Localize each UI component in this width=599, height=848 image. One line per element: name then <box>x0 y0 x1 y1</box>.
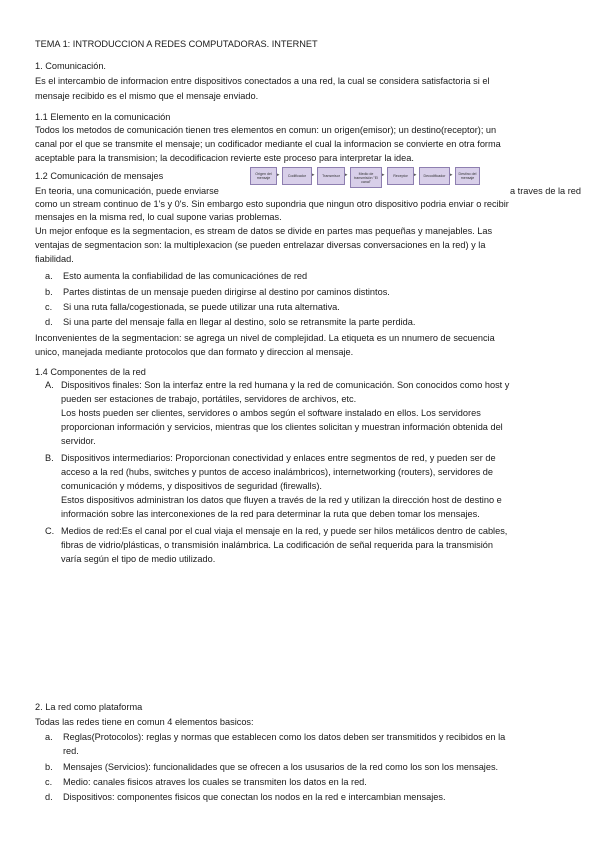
flow-box-destino: Destino del mensaje <box>455 167 480 185</box>
flow-box-codificador: Codificador <box>282 167 312 185</box>
section-1-4-heading: 1.4 Componentes de la red <box>35 367 146 377</box>
arrow-right-icon: ▸ <box>312 172 315 178</box>
paragraph-line: unico, manejada mediante protocolos que dan formato y direccion al mensaje. <box>35 347 354 357</box>
list-item-line: acceso a la red (hubs, switches y puntos de acceso inalámbricos), internetworking (routers), servidores de <box>61 467 494 477</box>
list-item-line: comunicación y módems, y dispositivos de seguridad (firewalls). <box>61 481 322 491</box>
paragraph-line: ventajas de segmentacion son: la multiplexacion (se pueden entrelazar diversas conversaciones en la red) y la <box>35 240 486 250</box>
paragraph-line: aceptable para la transmision; la decodificacion revierte este proceso para interpretar la idea. <box>35 153 414 163</box>
paragraph-line: Todas las redes tiene en comun 4 elementos basicos: <box>35 717 254 727</box>
paragraph-line: fiabilidad. <box>35 254 74 264</box>
arrow-right-icon: ▸ <box>345 172 348 178</box>
section-1-1-heading: 1.1 Elemento en la comunicación <box>35 112 171 122</box>
list-item-line: Los hosts pueden ser clientes, servidores o ambos según el software instalado en ellos. Los servidores <box>61 408 481 418</box>
flow-box-receptor: Receptor <box>387 167 414 185</box>
list-item-line: Dispositivos finales: Son la interfaz entre la red humana y la red de comunicación. Son conocidos como host y <box>61 380 510 390</box>
flow-box-medio: Medio de transmisión "El canal" <box>350 167 382 188</box>
paragraph-line: Todos los metodos de comunicación tienen tres elementos en comun: un origen(emisor); un destino(receptor); un <box>35 125 497 135</box>
list-item-line: proporcionan información y servicios, mientras que los clientes solicitan y muestran información obtenida del <box>61 422 503 432</box>
arrow-right-icon: ▸ <box>414 172 417 178</box>
list-marker: b. <box>45 762 53 772</box>
section-2-heading: 2. La red como plataforma <box>35 702 143 712</box>
list-item: Si una parte del mensaje falla en llegar al destino, solo se retransmite la parte perdida. <box>63 317 416 327</box>
paragraph-line: canal por el que se transmite el mensaje; un codificador mediante el cual la informacion se convierte en otra forma <box>35 139 501 149</box>
list-marker: A. <box>45 380 54 390</box>
paragraph-line: como un stream continuo de 1's y 0's. Sin embargo esto supondria que ningun otro dispositivo podria enviar o recibir <box>35 199 509 209</box>
list-item: Dispositivos: componentes fisicos que conectan los nodos en la red e intercambian mensajes. <box>63 792 446 802</box>
paragraph-line: Un mejor enfoque es la segmentacion, es stream de datos se divide en partes mas pequeñas y manejables. Las <box>35 226 493 236</box>
flow-box-decodificador: Decodificador <box>419 167 450 185</box>
list-marker: c. <box>45 302 53 312</box>
paragraph-line: Inconvenientes de la segmentacion: se agrega un nivel de complejidad. La etiqueta es un nnumero de secuencia <box>35 333 495 343</box>
list-item-line: varía según el tipo de medio utilizado. <box>61 554 216 564</box>
section-1-2-heading: 1.2 Comunicación de mensajes <box>35 171 164 181</box>
list-item-line: información sobre las interconexiones de la red para determinar la ruta que deben tomar los mensajes. <box>61 509 480 519</box>
list-marker: C. <box>45 526 55 536</box>
list-item-line: Medios de red:Es el canal por el cual viaja el mensaje en la red, y puede ser hilos metálicos dentro de cables, <box>61 526 508 536</box>
list-item: Partes distintas de un mensaje pueden dirigirse al destino por caminos distintos. <box>63 287 390 297</box>
paragraph-line: a traves de la red <box>510 186 581 196</box>
list-item-line: red. <box>63 746 79 756</box>
arrow-right-icon: ▸ <box>450 172 453 178</box>
list-marker: c. <box>45 777 53 787</box>
flow-box-origen: Origen del mensaje <box>250 167 277 185</box>
paragraph-line: mensajes en la misma red, lo cual supone varias problemas. <box>35 212 282 222</box>
list-marker: a. <box>45 271 53 281</box>
list-marker: B. <box>45 453 54 463</box>
communication-flow-diagram <box>250 167 478 186</box>
list-marker: b. <box>45 287 53 297</box>
section-1-heading: 1. Comunicación. <box>35 61 106 71</box>
list-item-line: pueden ser estaciones de trabajo, portátiles, servidores de archivos, etc. <box>61 394 357 404</box>
document-title: TEMA 1: INTRODUCCION A REDES COMPUTADORAS. INTERNET <box>35 39 318 49</box>
flow-box-transmisor: Transmisor <box>317 167 345 185</box>
list-item: Mensajes (Servicios): funcionalidades que se ofrecen a los ususarios de la red como los son los mensajes. <box>63 762 499 772</box>
list-item: Medio: canales fisicos atraves los cuales se transmiten los datos en la red. <box>63 777 367 787</box>
arrow-right-icon: ▸ <box>382 172 385 178</box>
list-item-line: Estos dispositivos administran los datos que fluyen a través de la red y utilizan la dirección host de destino e <box>61 495 502 505</box>
list-marker: d. <box>45 792 53 802</box>
paragraph-line: En teoria, una comunicación, puede enviarse <box>35 186 219 196</box>
list-item-line: servidor. <box>61 436 96 446</box>
list-item: Si una ruta falla/cogestionada, se puede utilizar una ruta alternativa. <box>63 302 340 312</box>
paragraph-line: Es el intercambio de informacion entre dispositivos conectados a una red, la cual se considera satisfactoria si el <box>35 76 490 86</box>
list-item: Esto aumenta la confiabilidad de las comunicaciónes de red <box>63 271 308 281</box>
list-marker: d. <box>45 317 53 327</box>
list-item-line: Dispositivos intermediarios: Proporcionan conectividad y enlaces entre segmentos de red, y pueden ser de <box>61 453 496 463</box>
list-item-line: Reglas(Protocolos): reglas y normas que establecen como los datos deben ser transmitidos y recibidos en la <box>63 732 506 742</box>
list-item-line: fibras de vidrio/plásticas, o transmisión inalámbrica. La codificación de señal requerida para la transmisión <box>61 540 494 550</box>
arrow-right-icon: ▸ <box>277 172 280 178</box>
list-marker: a. <box>45 732 53 742</box>
paragraph-line: mensaje recibido es el mismo que el mensaje enviado. <box>35 91 259 101</box>
